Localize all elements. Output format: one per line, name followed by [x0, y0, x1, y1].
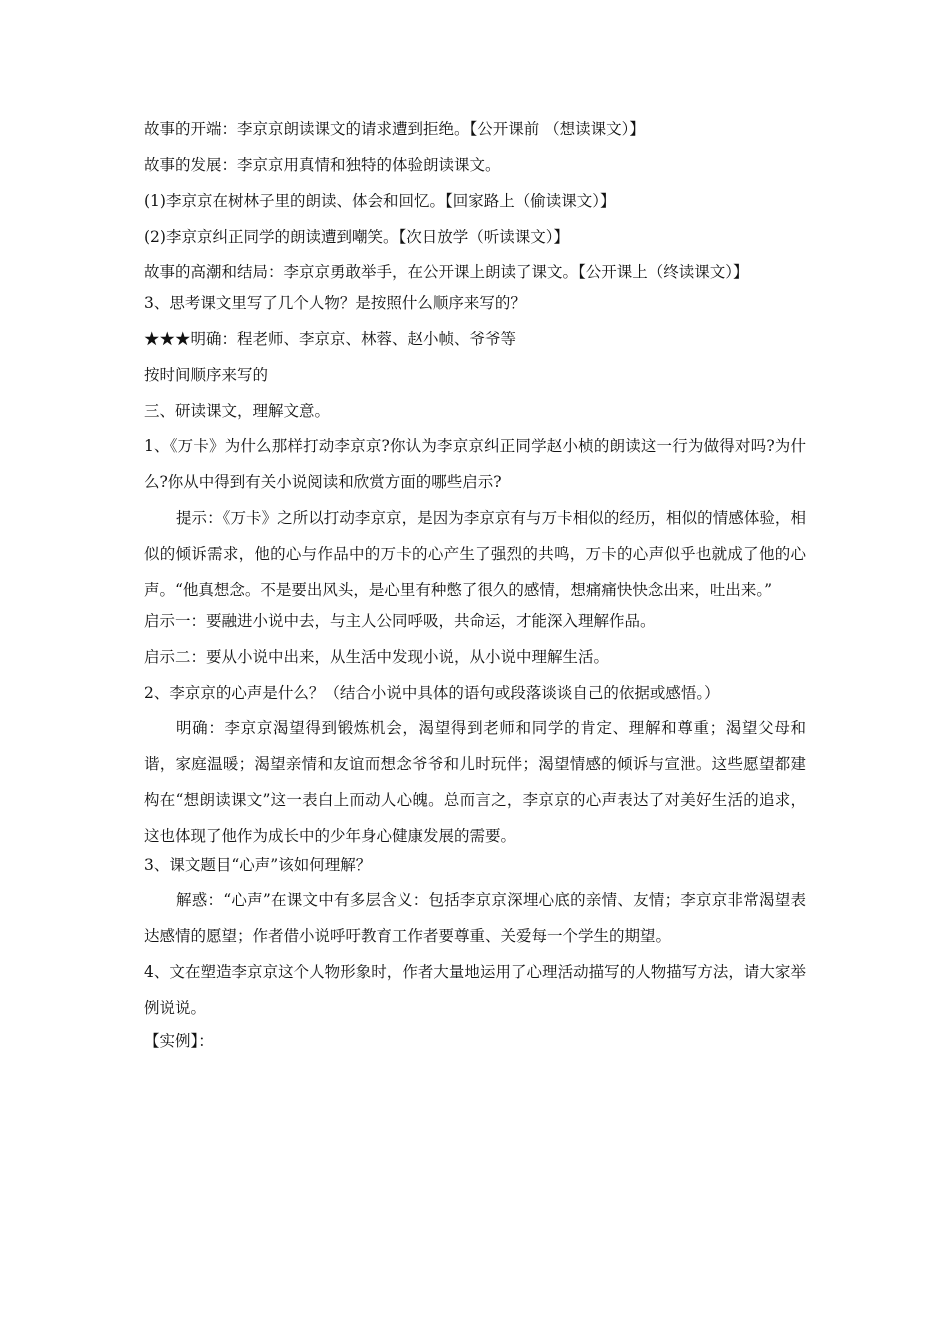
- document-page: [144, 118, 806, 1052]
- examples-label: 【实例】：: [144, 1032, 214, 1050]
- development-point-1: (1)李京京在树林子里的朗读、体会和回忆。【回家路上（偷读课文）】: [144, 192, 616, 210]
- answer-order: 按时间顺序来写的: [144, 366, 269, 384]
- inspiration-1: 启示一：要融进小说中去，与主人公同呼吸，共命运，才能深入理解作品。: [144, 612, 656, 630]
- clarification-paragraph: 明确：李京京渴望得到锻炼机会，渴望得到老师和同学的肯定、理解和尊重；渴望父母和谐，家庭温暖；渴望亲情和友谊而想念爷爷和儿时玩伴；渴望情感的倾诉与宣泄。这些愿望都建构在“想朗读课文”这一表白上而动人心魄。总而言之，李京京的心声表达了对美好生活的追求，这也体现了他作为成长中的少年身心健康发展的需要。: [144, 719, 806, 845]
- hint-paragraph: 提示：《万卡》之所以打动李京京，是因为李京京有与万卡相似的经历，相似的情感体验，相似的倾诉需求，他的心与作品中的万卡的心产生了强烈的共鸣，万卡的心声似乎也就成了他的心声。“他真想念。不是要出风头，是心里有种憋了很久的感情，想痛痛快快念出来，吐出来。”: [144, 509, 806, 599]
- development-point-2: (2)李京京纠正同学的朗读遭到嘲笑。【次日放学（听读课文）】: [144, 228, 569, 246]
- question-3-title: 3、课文题目“心声”该如何理解？: [144, 856, 372, 874]
- question-4-psychology: 4、文在塑造李京京这个人物形象时，作者大量地运用了心理活动描写的人物描写方法，请大家举例说说。: [144, 963, 806, 1017]
- story-development: 故事的发展：李京京用真情和独特的体验朗读课文。: [144, 156, 501, 174]
- answer-characters: ★★★明确：程老师、李京京、林蓉、赵小帧、爷爷等: [144, 330, 517, 348]
- story-beginning: 故事的开端：李京京朗读课文的请求遭到拒绝。【公开课前 （想读课文）】: [144, 120, 645, 138]
- question-2-heart-voice: 2、李京京的心声是什么？（结合小说中具体的语句或段落谈谈自己的依据或感悟。）: [144, 684, 720, 702]
- section-3-heading: 三、研读课文，理解文意。: [144, 402, 331, 420]
- inspiration-2: 启示二：要从小说中出来，从生活中发现小说，从小说中理解生活。: [144, 648, 610, 666]
- question-3-characters: 3、思考课文里写了几个人物？是按照什么顺序来写的？: [144, 294, 526, 312]
- story-climax: 故事的高潮和结局：李京京勇敢举手，在公开课上朗读了课文。【公开课上（终读课文）】: [144, 263, 749, 281]
- question-1-wanka: 1、《万卡》为什么那样打动李京京?你认为李京京纠正同学赵小桢的朗读这一行为做得对吗?为什么?你从中得到有关小说阅读和欣赏方面的哪些启示?: [144, 437, 806, 491]
- explanation-paragraph: 解惑：“心声”在课文中有多层含义：包括李京京深埋心底的亲情、友情；李京京非常渴望表达感情的愿望；作者借小说呼吁教育工作者要尊重、关爱每一个学生的期望。: [144, 891, 806, 945]
